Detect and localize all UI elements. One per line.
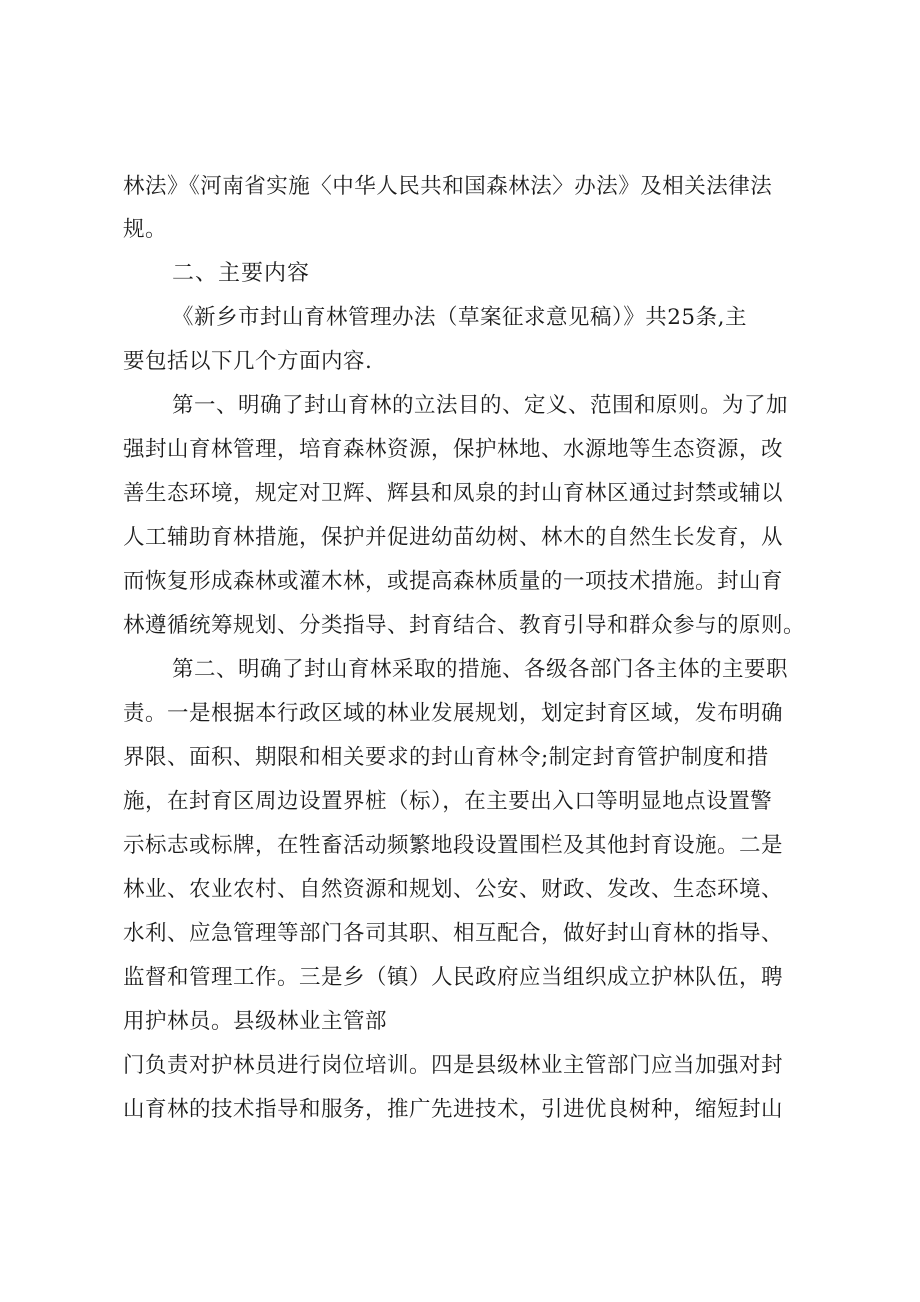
paragraph-line: 而恢复形成森林或灌木林，或提高森林质量的一项技术措施。封山育	[123, 569, 784, 594]
paragraph-line: 门负责对护林员进行岗位培训。四是县级林业主管部门应当加强对封	[123, 1053, 784, 1078]
paragraph-line: 林法》《河南省实施〈中华人民共和国森林法〉办法》及相关法律法	[123, 174, 773, 199]
paragraph-line: 第一、明确了封山育林的立法目的、定义、范围和原则。为了加	[172, 393, 789, 418]
section-heading: 二、主要内容	[172, 261, 311, 286]
paragraph-line: 界限、面积、期限和相关要求的封山育林令;制定封育管护制度和措	[123, 745, 769, 770]
paragraph-line: 用护林员。县级林业主管部	[123, 1009, 388, 1034]
paragraph-line: 林业、农业农村、自然资源和规划、公安、财政、发改、生态环境、	[123, 877, 784, 902]
paragraph-line: 强封山育林管理，培育森林资源，保护林地、水源地等生态资源，改	[123, 437, 784, 462]
paragraph-line: 水利、应急管理等部门各司其职、相互配合，做好封山育林的指导、	[123, 921, 784, 946]
paragraph-line: 要包括以下几个方面内容.	[123, 349, 373, 374]
paragraph-line: 人工辅助育林措施，保护并促进幼苗幼树、林木的自然生长发育，从	[123, 525, 784, 550]
paragraph-line: 《新乡市封山育林管理办法（草案征求意见稿）》共25条,主	[172, 305, 747, 330]
paragraph-line: 林遵循统筹规划、分类指导、封育结合、教育引导和群众参与的原则。	[123, 613, 806, 638]
paragraph-line: 责。一是根据本行政区域的林业发展规划，划定封育区域，发布明确	[123, 701, 784, 726]
paragraph-line: 第二、明确了封山育林采取的措施、各级各部门各主体的主要职	[172, 657, 789, 682]
paragraph-line: 规。	[123, 217, 168, 242]
paragraph-line: 监督和管理工作。三是乡（镇）人民政府应当组织成立护林队伍，聘	[123, 965, 784, 990]
paragraph-line: 善生态环境，规定对卫辉、辉县和凤泉的封山育林区通过封禁或辅以	[123, 481, 784, 506]
paragraph-line: 施，在封育区周边设置界桩（标），在主要出入口等明显地点设置警	[123, 789, 773, 814]
paragraph-line: 示标志或标牌，在牲畜活动频繁地段设置围栏及其他封育设施。二是	[123, 833, 784, 858]
paragraph-line: 山育林的技术指导和服务，推广先进技术，引进优良树种，缩短封山	[123, 1097, 784, 1122]
